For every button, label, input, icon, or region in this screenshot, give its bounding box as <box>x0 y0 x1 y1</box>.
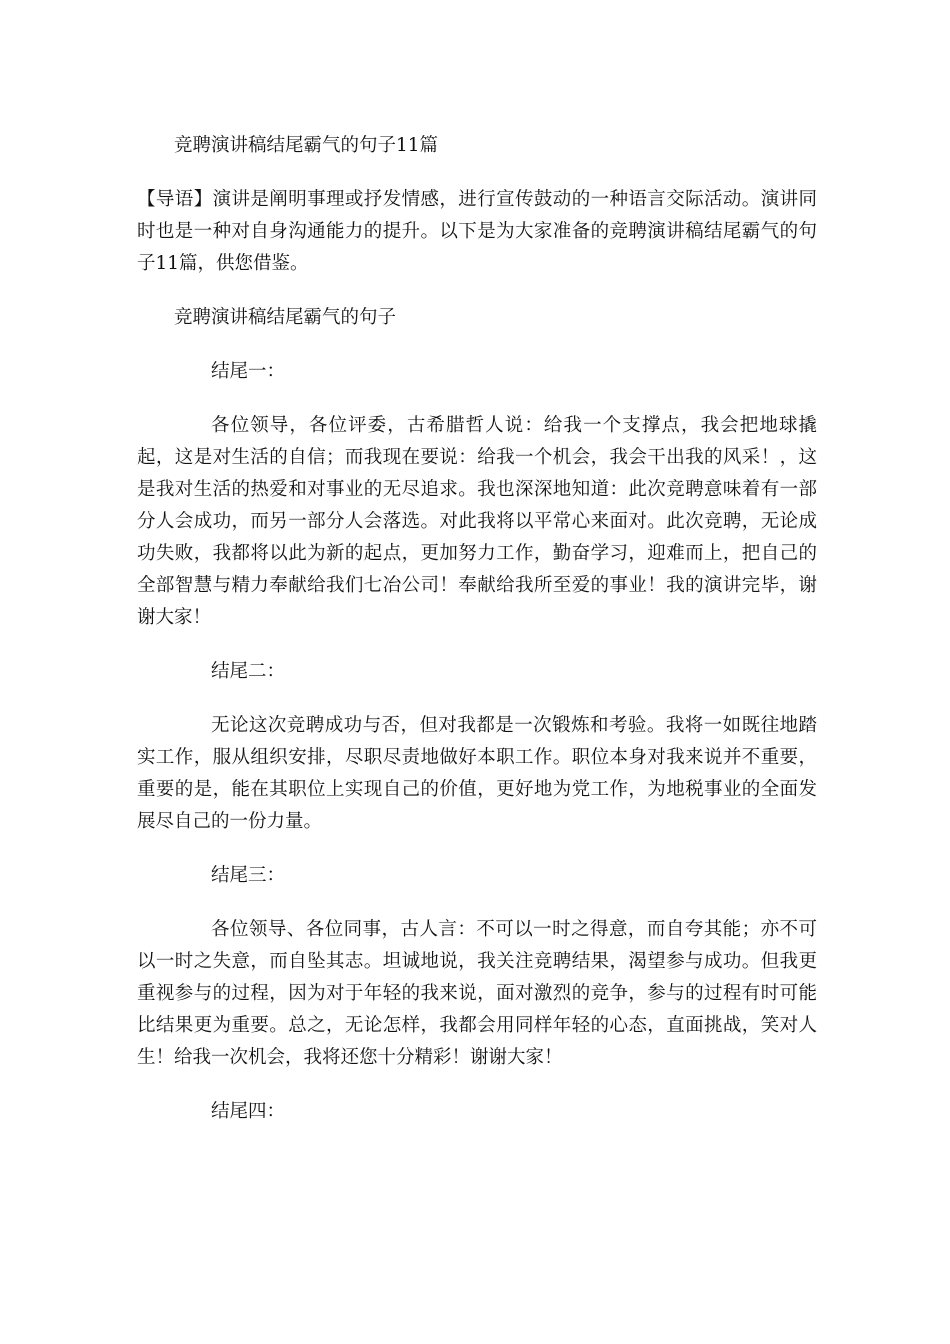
document-title: 竞聘演讲稿结尾霸气的句子11篇 <box>174 135 439 156</box>
ending-label-4: 结尾四： <box>211 1101 286 1122</box>
ending-text-1: 各位领导，各位评委，古希腊哲人说：给我一个支撑点，我会把地球撬起，这是对生活的自信；而我现在要说：给我一个机会，我会干出我的风采！，这是我对生活的热爱和对事业的无尽追求。我也深深地知道：此次竞聘意味着有一部分人会成功，而另一部分人会落选。对此我将以平常心来面对。此次竞聘，无论成功失败，我都将以此为新的起点，更加努力工作，勤奋学习，迎难而上，把自己的全部智慧与精力奉献给我们七冶公司！奉献给我所至爱的事业！我的演讲完毕，谢谢大家！ <box>137 415 817 628</box>
ending-text-2: 无论这次竞聘成功与否，但对我都是一次锻炼和考验。我将一如既往地踏实工作，服从组织安排，尽职尽责地做好本职工作。职位本身对我来说并不重要，重要的是，能在其职位上实现自己的价值，更好地为党工作，为地税事业的全面发展尽自己的一份力量。 <box>137 715 817 832</box>
ending-label-3: 结尾三： <box>211 865 286 886</box>
document-page <box>137 130 817 1150</box>
ending-label-1: 结尾一： <box>211 361 286 382</box>
ending-label-2: 结尾二： <box>211 661 286 682</box>
ending-text-3: 各位领导、各位同事，古人言：不可以一时之得意，而自夸其能；亦不可以一时之失意，而自坠其志。坦诚地说，我关注竞聘结果，渴望参与成功。但我更重视参与的过程，因为对于年轻的我来说，面对激烈的竞争，参与的过程有时可能比结果更为重要。总之，无论怎样，我都会用同样年轻的心态，直面挑战，笑对人生！给我一次机会，我将还您十分精彩！谢谢大家！ <box>137 919 817 1068</box>
intro-paragraph: 【导语】演讲是阐明事理或抒发情感，进行宣传鼓动的一种语言交际活动。演讲同时也是一种对自身沟通能力的提升。以下是为大家准备的竞聘演讲稿结尾霸气的句子11篇，供您借鉴。 <box>137 189 817 274</box>
section-heading: 竞聘演讲稿结尾霸气的句子 <box>174 307 397 328</box>
